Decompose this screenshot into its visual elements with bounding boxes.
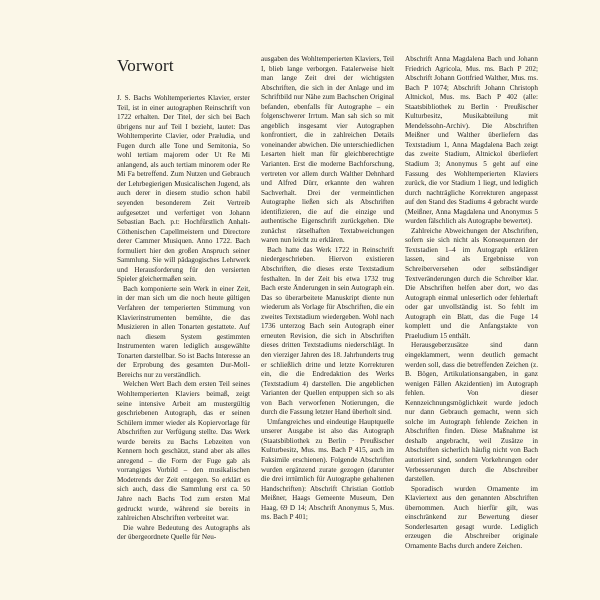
- text-column-2: [261, 55, 394, 523]
- paragraph: Abschrift Anna Magdalena Bach und Johann Friedrich Agricola, Mus. ms. Bach P 202; Abschrift Johann Gottfried Walther, Mus. ms. Bach P 1074; Abschrift Johann Christoph Altnickol, Mus. ms. Bach P 402 (alle: Staatsbibliothek zu Berlin · Preußischer Kulturbesitz, Musikabteilung mit Mendelssohn-Archiv). Die Abschriften Meißner und Walther überliefern das Textstadium 1, Anna Magdalena Bach zeigt das zweite Stadium, Altnickol überliefert Stadium 3; Anonymus 5 geht auf eine Fassung des Wohltemperierten Klaviers zurück, die vor Stadium 1 liegt, und lediglich durch nachträgliche Korrekturen angepasst auf den Stand des Stadiums 4 gebracht wurde (Meißner, Anna Magdalena und Anonymus 5 wurden fälschlich als Autographe bewertet).: [405, 55, 538, 226]
- paragraph: Welchen Wert Bach dem ersten Teil seines Wohltemperierten Klaviers beimaß, zeigt seine intensive Arbeit am mustergültig geschriebenen Autograph, das er seinen Schülern immer wieder als Kopiervorlage für Abschriften zur Verfügung stellte. Das Werk wurde bereits zu Bachs Lebzeiten von Kennern hoch geschätzt, stand aber als alles anregend – die Form der Fuge gab als vorrangiges Vorbild – den musikalischen Modetrends der Zeit entgegen. So erklärt es sich auch, dass die Sammlung erst ca. 50 Jahre nach Bachs Tod zum ersten Mal gedruckt wurde, während sie bereits in zahlreichen Abschriften verbreitet war.: [117, 380, 250, 523]
- paragraph: Umfangreiches und eindeutige Hauptquelle unserer Ausgabe ist also das Autograph (Staatsbibliothek zu Berlin · Preußischer Kulturbesitz, Mus. ms. Bach P 415, auch im Faksimile erschienen). Folgende Abschriften wurden ergänzend zurate gezogen (darunter die drei irrtümlich für Autographe gehaltenen Handschriften): Abschrift Christian Gottlob Meißner, Haags Gemeente Museum, Den Haag, 69 D 14; Abschrift Anonymus 5, Mus. ms. Bach P 401;: [261, 417, 394, 522]
- paragraph: ausgaben des Wohltemperierten Klaviers, Teil I, blieb lange verborgen. Fatalerweise hielt man lange Zeit drei der wichtigsten Abschriften, die sich in der Anlage und im Schriftbild nur Nähe zum Bachschen Original befanden, ebenfalls für Autographe – ein folgenschwerer Irrtum. Man sah sich so mit angeblich insgesamt vier Autographen konfrontiert, die in zahlreichen Details voneinander abwichen. Die unterschiedlichen Lesarten hielt man für gleichberechtigte Varianten. Erst die moderne Bachforschung, vertreten vor allem durch Walther Dehnhard und Alfred Dürr, erkannte den wahren Sachverhalt. Drei der vermeintlichen Autographe ließen sich als Abschriften identifizieren, die auf die einzige und authentische Eigenschrift zurückgehen. Die zunächst rätselhaften Textabweichungen waren nun leicht zu erklären.: [261, 55, 394, 245]
- paragraph: Bach komponierte sein Werk in einer Zeit, in der man sich um die noch heute gültigen Verfahren der temperierten Stimmung von Klavierinstrumenten bemühte, die das Musizieren in allen Tonarten gestattete. Auf nach diesem System gestimmten Instrumenten waren lediglich ausgewählte Tonarten darstellbar. So ist Bachs Interesse an der Erprobung des gesamten Dur-Moll-Bereichs nur zu verständlich.: [117, 284, 250, 379]
- paragraph: Herausgeberzusätze sind dann eingeklammert, wenn deutlich gemacht werden soll, dass die betreffenden Zeichen (z. B. Bögen, Artikulationsangaben, in ganz wenigen Fällen Akzidentien) im Autograph fehlen. Von dieser Kennzeichnungsmöglichkeit wurde jedoch nur dann Gebrauch gemacht, wenn sich solche im Autograph fehlende Zeichen in Abschriften finden. Diese Maßnahme ist deshalb angebracht, weil Zusätze in Abschriften sicherlich häufig nicht von Bach autorisiert sind, sondern Vorkehrungen oder Verbesserungen durch die Abschreiber darstellen.: [405, 341, 538, 484]
- paragraph: Bach hatte das Werk 1722 in Reinschrift niedergeschrieben. Hiervon existieren Abschriften, die dieses erste Textstadium festhalten. In der Zeit bis etwa 1732 trug Bach erste Änderungen in sein Autograph ein. Das so überarbeitete Manuskript diente nun wiederum als Vorlage für Abschriften, die ein zweites Textstadium wiedergeben. Wohl nach 1736 unterzog Bach sein Autograph einer erneuten Revision, die sich in Abschriften dieses dritten Textstadiums niederschlägt. In den vierziger Jahren des 18. Jahrhunderts trug er schließlich dritte und letzte Korrekturen ein, die die Endredaktion des Werks (Textstadium 4) darstellen. Die angeblichen Varianten der Quellen entpuppen sich so als von Bach verworfenen Notierungen, die durch die Fassung letzter Hand überholt sind.: [261, 245, 394, 417]
- paragraph: J. S. Bachs Wohltemperiertes Klavier, erster Teil, ist in einer autographen Reinschrift von 1722 erhalten. Der Titel, der sich bei Bach übrigens nur auf Teil I bezieht, lautet: Das Wohltemperirte Clavier, oder Præludia, und Fugen durch alle Tone und Semitonia, So wohl tertiam majorem oder Ut Re Mi anlangend, als auch tertiam minorem oder Re Mi Fa betreffend. Zum Nutzen und Gebrauch der Lehrbegierigen Musicalischen Jugend, als auch derer in diesem studio schon habil seyenden besonderem Zeit Vertreib aufgesetzet und verfertiget von Johann Sebastian Bach. p.t: Hochfürstlich Anhalt-Cöthenischen Capellmeistern und Directore derer Cammer Musiquen. Anno 1722. Bach formuliert hier den großen Anspruch seiner Sammlung. Sie will pädagogisches Lehrwerk und Herausforderung für den versierten Spieler gleichermaßen sein.: [117, 94, 250, 284]
- page-heading: Vorwort: [117, 56, 174, 75]
- paragraph: Die wahre Bedeutung des Autographs als der übergeordnete Quelle für Neu-: [117, 523, 250, 542]
- text-column-1: [117, 94, 250, 543]
- paragraph: Sporadisch wurden Ornamente im Klaviertext aus den genannten Abschriften übernommen. Auch hierfür gilt, was einschränkend zur Bewertung dieser Sonderlesarten gesagt wurde. Lediglich erzeugen die Abschreiber originale Ornamente Bachs durch andere Zeichen.: [405, 484, 538, 550]
- paragraph: Zahlreiche Abweichungen der Abschriften, sofern sie sich nicht als Konsequenzen der Textstadien 1–4 im Autograph erklären lassen, sind als Ergebnisse von Schreiberversehen oder selbständiger Textveränderungen durch die Schreiber klar. Die Abschriften helfen aber dort, wo das Autograph einmal unleserlich oder fehlerhaft oder gar unvollständig ist. So fehlt im Autograph ein Blatt, das die Fuge 14 komplett und die Anfangstakte von Praeludium 15 enthält.: [405, 226, 538, 340]
- text-column-3: [405, 55, 538, 551]
